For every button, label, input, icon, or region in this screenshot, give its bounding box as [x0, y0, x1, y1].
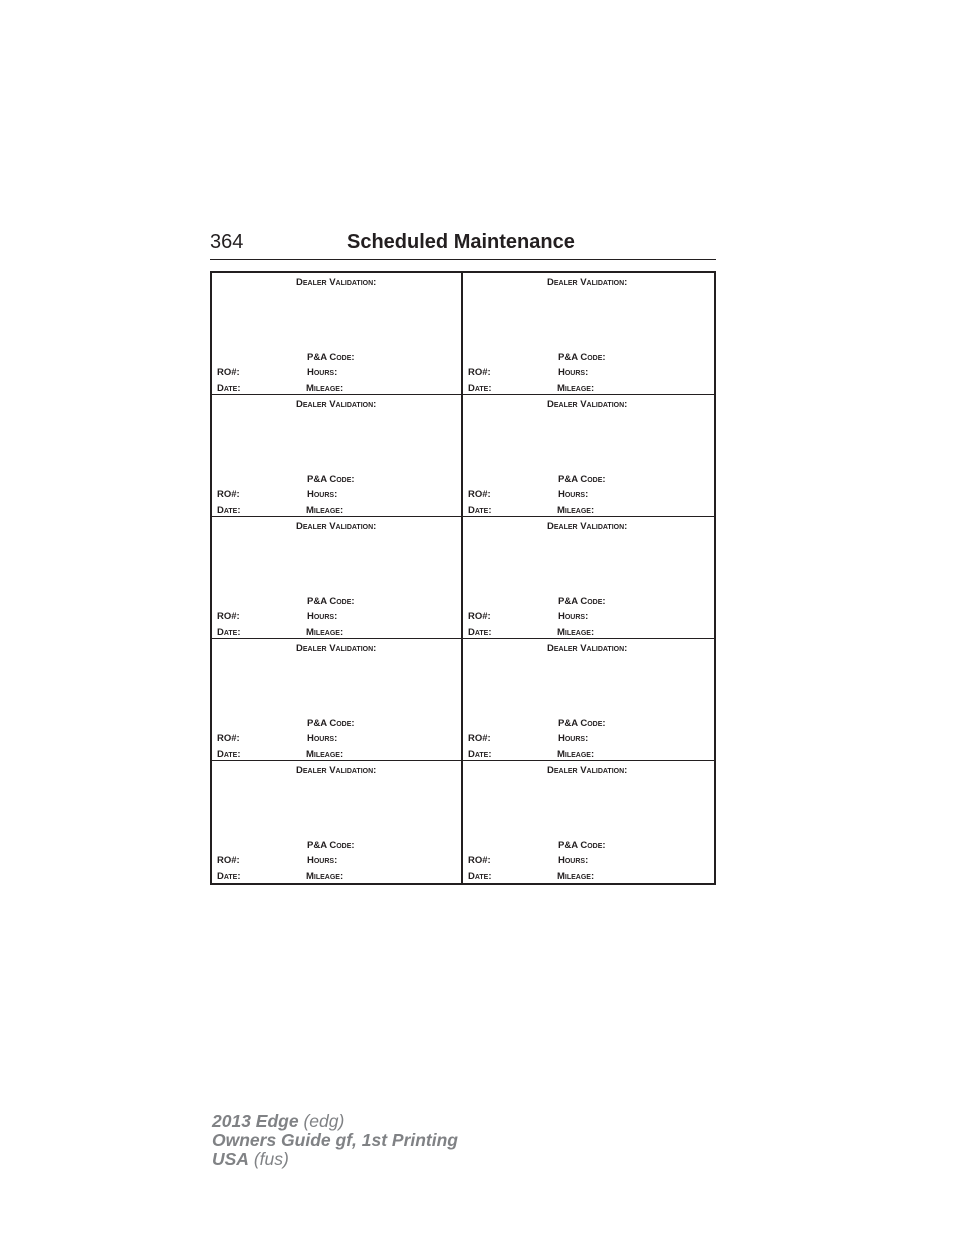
ro-label: RO#:: [217, 367, 240, 378]
dealer-validation-label: Dealer Validation:: [547, 277, 628, 288]
footer-market-code: (fus): [253, 1149, 289, 1169]
date-label: Date:: [468, 749, 492, 760]
record-cell: [463, 517, 714, 639]
footer-line-market: [212, 1150, 458, 1169]
mileage-label: Mileage:: [557, 383, 595, 394]
pa-code-label: P&A Code:: [558, 596, 606, 607]
section-title: Scheduled Maintenance: [347, 231, 575, 253]
hours-label: Hours:: [307, 733, 338, 744]
pa-code-label: P&A Code:: [558, 474, 606, 485]
hours-label: Hours:: [307, 489, 338, 500]
maintenance-record-grid: [210, 271, 716, 885]
dealer-validation-label: Dealer Validation:: [296, 399, 377, 410]
hours-label: Hours:: [558, 855, 589, 866]
mileage-label: Mileage:: [557, 749, 595, 760]
ro-label: RO#:: [217, 855, 240, 866]
dealer-validation-label: Dealer Validation:: [296, 521, 377, 532]
hours-label: Hours:: [307, 611, 338, 622]
pa-code-label: P&A Code:: [558, 840, 606, 851]
dealer-validation-label: Dealer Validation:: [547, 643, 628, 654]
pa-code-label: P&A Code:: [307, 840, 355, 851]
pa-code-label: P&A Code:: [307, 352, 355, 363]
record-cell: [212, 639, 463, 761]
hours-label: Hours:: [307, 367, 338, 378]
footer-market: USA: [212, 1149, 249, 1169]
mileage-label: Mileage:: [306, 871, 344, 882]
date-label: Date:: [217, 749, 241, 760]
ro-label: RO#:: [468, 733, 491, 744]
dealer-validation-label: Dealer Validation:: [547, 765, 628, 776]
footer-line-model: [212, 1112, 458, 1131]
footer-model: 2013 Edge: [212, 1111, 299, 1131]
footer-line-guide: [212, 1131, 458, 1150]
record-cell: [212, 273, 463, 395]
dealer-validation-label: Dealer Validation:: [547, 399, 628, 410]
record-cell: [212, 761, 463, 883]
record-cell: [463, 395, 714, 517]
pa-code-label: P&A Code:: [558, 352, 606, 363]
ro-label: RO#:: [468, 489, 491, 500]
date-label: Date:: [468, 505, 492, 516]
date-label: Date:: [217, 383, 241, 394]
mileage-label: Mileage:: [557, 871, 595, 882]
mileage-label: Mileage:: [306, 627, 344, 638]
pa-code-label: P&A Code:: [307, 596, 355, 607]
pa-code-label: P&A Code:: [307, 474, 355, 485]
pa-code-label: P&A Code:: [307, 718, 355, 729]
mileage-label: Mileage:: [306, 749, 344, 760]
mileage-label: Mileage:: [306, 505, 344, 516]
hours-label: Hours:: [558, 489, 589, 500]
page-number: 364: [210, 231, 244, 253]
ro-label: RO#:: [468, 855, 491, 866]
date-label: Date:: [217, 627, 241, 638]
ro-label: RO#:: [468, 611, 491, 622]
ro-label: RO#:: [217, 733, 240, 744]
date-label: Date:: [468, 627, 492, 638]
ro-label: RO#:: [217, 489, 240, 500]
dealer-validation-label: Dealer Validation:: [296, 643, 377, 654]
mileage-label: Mileage:: [557, 627, 595, 638]
hours-label: Hours:: [558, 611, 589, 622]
hours-label: Hours:: [558, 367, 589, 378]
record-cell: [212, 395, 463, 517]
dealer-validation-label: Dealer Validation:: [547, 521, 628, 532]
date-label: Date:: [468, 871, 492, 882]
record-cell: [463, 273, 714, 395]
footer-guide: Owners Guide gf, 1st Printing: [212, 1130, 458, 1150]
dealer-validation-label: Dealer Validation:: [296, 765, 377, 776]
hours-label: Hours:: [307, 855, 338, 866]
pa-code-label: P&A Code:: [558, 718, 606, 729]
ro-label: RO#:: [468, 367, 491, 378]
ro-label: RO#:: [217, 611, 240, 622]
date-label: Date:: [468, 383, 492, 394]
footer-model-code: (edg): [303, 1111, 345, 1131]
dealer-validation-label: Dealer Validation:: [296, 277, 377, 288]
mileage-label: Mileage:: [306, 383, 344, 394]
date-label: Date:: [217, 871, 241, 882]
record-cell: [212, 517, 463, 639]
record-cell: [463, 639, 714, 761]
hours-label: Hours:: [558, 733, 589, 744]
record-cell: [463, 761, 714, 883]
page-footer: [212, 1112, 458, 1169]
date-label: Date:: [217, 505, 241, 516]
mileage-label: Mileage:: [557, 505, 595, 516]
page-header: [210, 229, 716, 260]
